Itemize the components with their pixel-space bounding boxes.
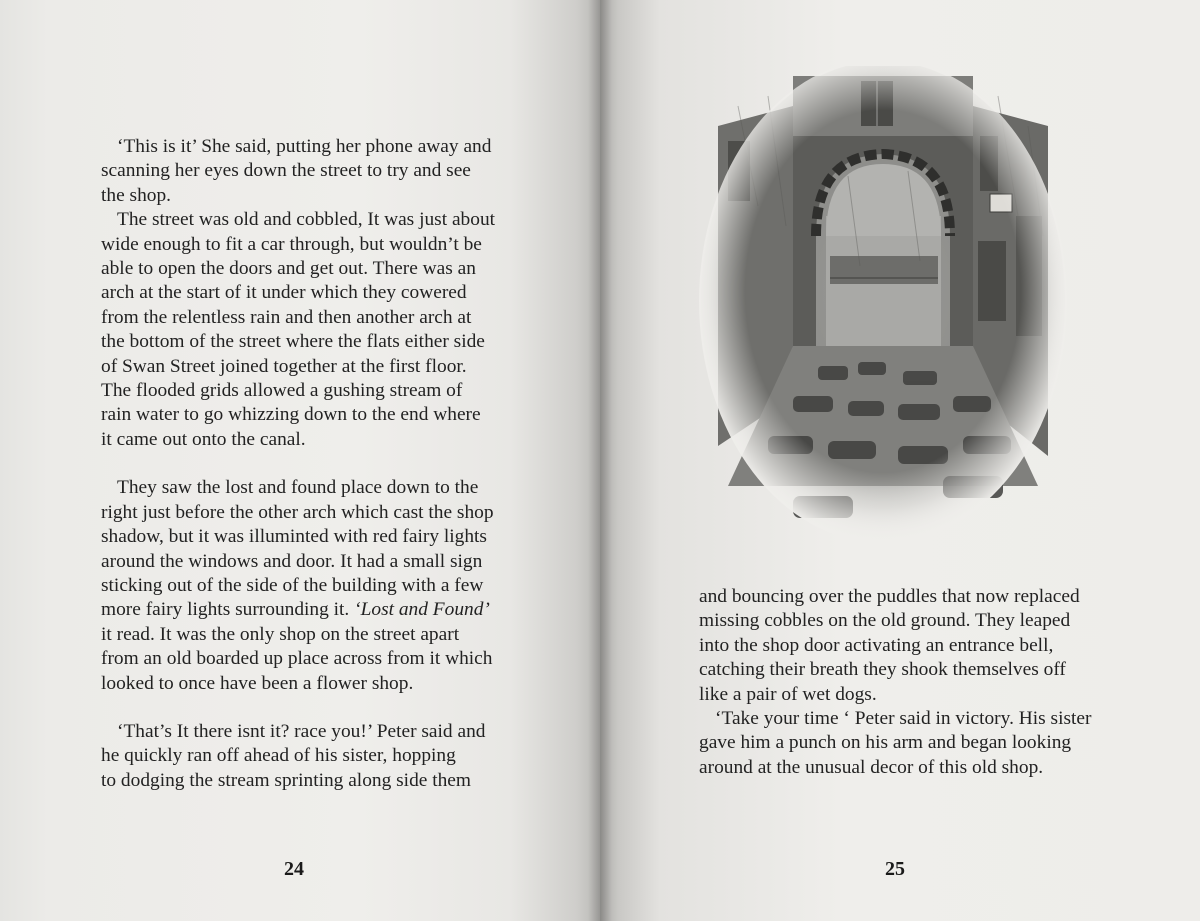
text-line: The flooded grids allowed a gushing stream of (101, 380, 463, 402)
text-line: to dodging the stream sprinting along side them (101, 769, 471, 791)
text-line: wide enough to fit a car through, but wouldn’t be (101, 233, 482, 255)
page-number: 25 (885, 858, 905, 880)
text-line: from the relentless rain and then another arch at (101, 306, 472, 328)
shop-sign-text: ‘Lost and Found’ (354, 599, 490, 621)
text-line: arch at the start of it under which they cowered (101, 282, 467, 304)
text-line: the bottom of the street where the flats either side (101, 331, 485, 353)
text-line: and bouncing over the puddles that now replaced (699, 586, 1080, 607)
text-line: around the windows and door. It had a small sign (101, 550, 483, 572)
text-line: he quickly ran off ahead of his sister, hopping (101, 745, 456, 767)
text-line: able to open the doors and get out. There was an (101, 258, 476, 280)
text-line: it read. It was the only shop on the street apart (101, 623, 460, 645)
text-line: catching their breath they shook themselves off (699, 659, 1066, 681)
text-line: rain water to go whizzing down to the end where (101, 404, 481, 426)
text-line: shadow, but it was illuminted with red fairy lights (101, 526, 487, 548)
text-fragment: more fairy lights surrounding it. (101, 599, 350, 621)
right-page-text (699, 585, 1119, 780)
text-line: gave him a punch on his arm and began looking (699, 732, 1072, 754)
text-line: the shop. (101, 184, 172, 206)
text-line (101, 598, 521, 622)
street-arch-illustration (698, 66, 1068, 556)
text-line: it came out onto the canal. (101, 428, 306, 450)
page-number: 24 (284, 858, 304, 880)
text-line: ‘This is it’ She said, putting her phone away and (117, 136, 492, 157)
left-page-text (101, 135, 521, 793)
text-line: ‘That’s It there isnt it? race you!’ Peter said and (117, 720, 486, 742)
text-line: looked to once have been a flower shop. (101, 672, 414, 694)
text-line: into the shop door activating an entrance bell, (699, 634, 1054, 656)
text-line: sticking out of the side of the building with a few (101, 574, 484, 596)
text-line: missing cobbles on the old ground. They leaped (699, 610, 1071, 632)
text-line: around at the unusual decor of this old shop. (699, 756, 1044, 778)
text-line: of Swan Street joined together at the first floor. (101, 355, 467, 377)
text-line: from an old boarded up place across from it which (101, 648, 493, 670)
book-gutter-shadow (588, 0, 612, 921)
text-line: like a pair of wet dogs. (699, 683, 877, 705)
text-line: They saw the lost and found place down to the (117, 477, 479, 499)
text-line: ‘Take your time ‘ Peter said in victory. His sister (715, 708, 1092, 730)
text-line: right just before the other arch which cast the shop (101, 501, 494, 523)
text-line: scanning her eyes down the street to try and see (101, 160, 471, 182)
text-line: The street was old and cobbled, It was just about (117, 209, 496, 231)
